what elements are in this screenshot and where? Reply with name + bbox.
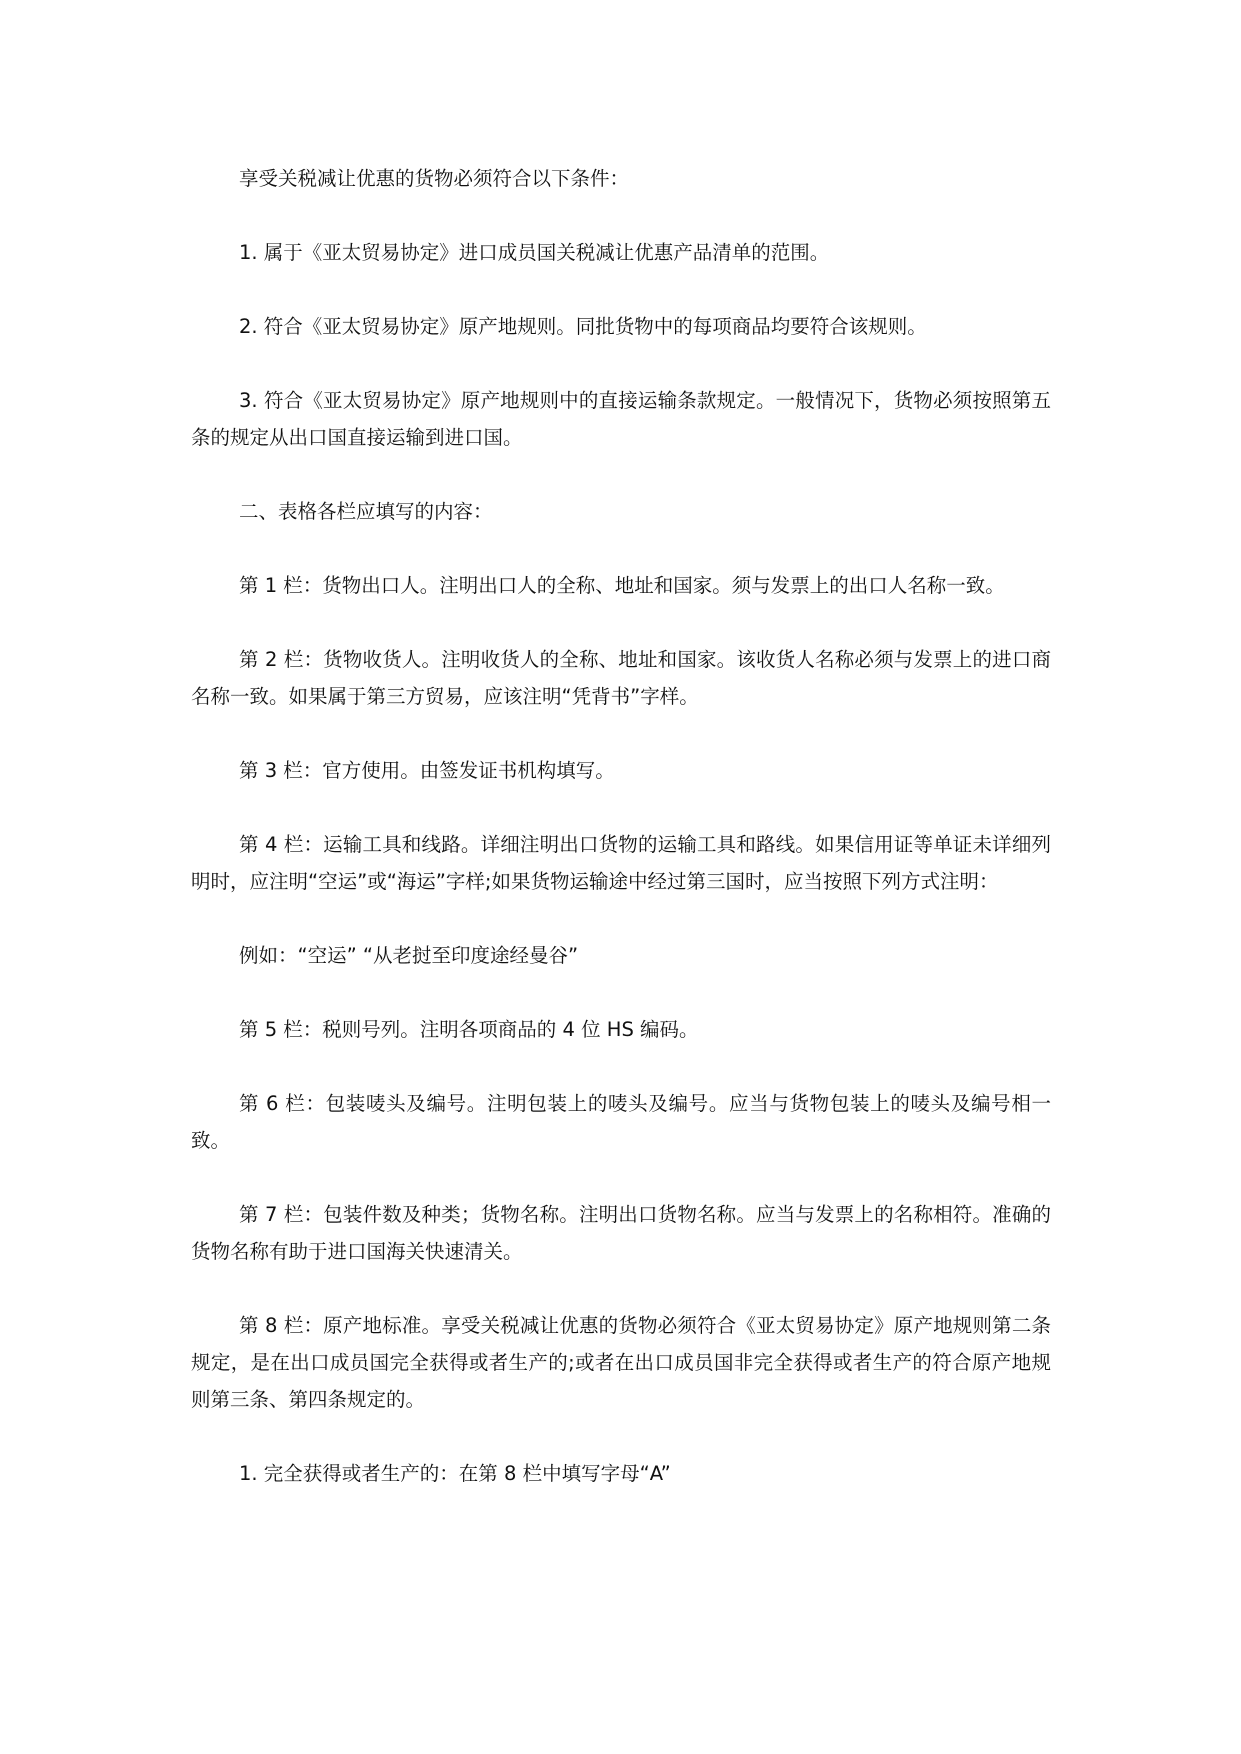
paragraph-field-8: 第 8 栏：原产地标准。享受关税减让优惠的货物必须符合《亚太贸易协定》原产地规则第二条规定，是在出口成员国完全获得或者生产的;或者在出口成员国非完全获得或者生产的符合原产地规则第三条、第四条规定的。 xyxy=(191,1314,1051,1411)
paragraph-condition-3: 3. 符合《亚太贸易协定》原产地规则中的直接运输条款规定。一般情况下，货物必须按照第五条的规定从出口国直接运输到进口国。 xyxy=(191,389,1051,449)
paragraph-condition-1: 1. 属于《亚太贸易协定》进口成员国关税减让优惠产品清单的范围。 xyxy=(239,241,830,264)
section-heading-form-fields: 二、表格各栏应填写的内容： xyxy=(239,500,493,523)
paragraph-field-7: 第 7 栏：包装件数及种类；货物名称。注明出口货物名称。应当与发票上的名称相符。准确的货物名称有助于进口国海关快速清关。 xyxy=(191,1203,1051,1263)
paragraph-conditions-intro: 享受关税减让优惠的货物必须符合以下条件： xyxy=(239,167,630,190)
paragraph-field-4: 第 4 栏：运输工具和线路。详细注明出口货物的运输工具和路线。如果信用证等单证未详细列明时，应注明“空运”或“海运”字样;如果货物运输途中经过第三国时，应当按照下列方式注明： xyxy=(191,833,1051,893)
paragraph-condition-2: 2. 符合《亚太贸易协定》原产地规则。同批货物中的每项商品均要符合该规则。 xyxy=(239,315,927,338)
paragraph-origin-criterion-a: 1. 完全获得或者生产的：在第 8 栏中填写字母“A” xyxy=(239,1462,671,1485)
paragraph-field-1: 第 1 栏：货物出口人。注明出口人的全称、地址和国家。须与发票上的出口人名称一致。 xyxy=(239,574,1005,597)
paragraph-field-2: 第 2 栏：货物收货人。注明收货人的全称、地址和国家。该收货人名称必须与发票上的进口商名称一致。如果属于第三方贸易，应该注明“凭背书”字样。 xyxy=(191,648,1051,708)
paragraph-example: 例如：“空运” “从老挝至印度途经曼谷” xyxy=(239,944,579,967)
paragraph-field-5: 第 5 栏：税则号列。注明各项商品的 4 位 HS 编码。 xyxy=(239,1018,699,1041)
paragraph-field-6: 第 6 栏：包装唛头及编号。注明包装上的唛头及编号。应当与货物包装上的唛头及编号相一致。 xyxy=(191,1092,1051,1152)
paragraph-field-3: 第 3 栏：官方使用。由签发证书机构填写。 xyxy=(239,759,615,782)
document-body xyxy=(191,160,1051,1529)
